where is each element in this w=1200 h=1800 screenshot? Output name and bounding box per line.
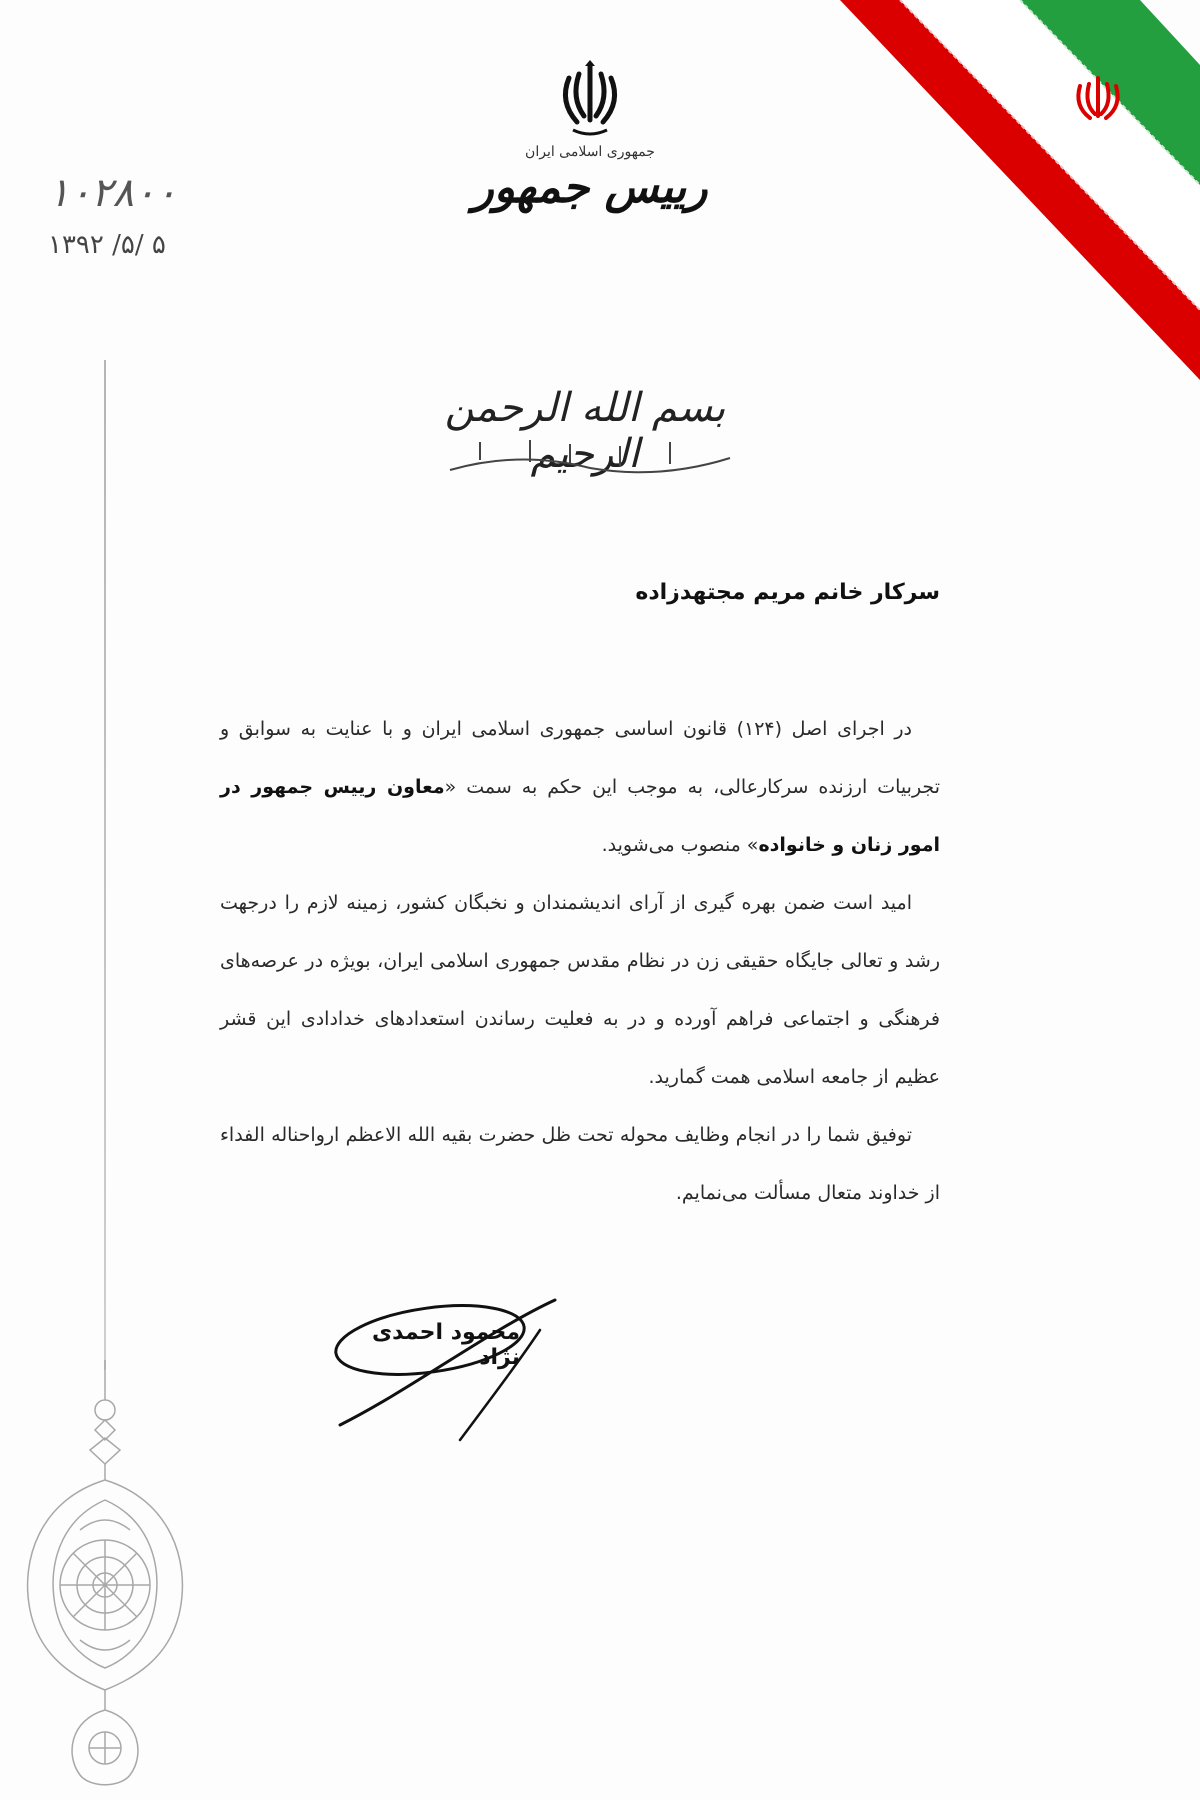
- basmala-flourish-icon: [440, 440, 740, 480]
- letterhead: [470, 60, 710, 213]
- signature-scribble: [320, 1290, 580, 1450]
- office-title: رییس جمهور: [472, 162, 708, 213]
- letter-body: [220, 700, 940, 1222]
- signature-name: محمود احمدی نژاد: [372, 1320, 520, 1370]
- body-p1-part1: در اجرای اصل (۱۲۴) قانون اساسی جمهوری اسلامی ایران و با عنایت به سوابق و تجربیات ارزنده سرکارعالی، به موجب این حکم به سمت «: [220, 718, 940, 798]
- republic-line: جمهوری اسلامی ایران: [525, 144, 655, 160]
- flag-ribbon: [840, 0, 1200, 380]
- body-p1-part2: » منصوب می‌شوید.: [601, 834, 759, 856]
- body-p1-position: معاون رییس جمهور در امور زنان و خانواده: [220, 776, 940, 856]
- reference-date: ۱۳۹۲ /۵/ ۵: [48, 230, 166, 260]
- recipient: سرکار خانم مریم مجتهدزاده: [635, 580, 940, 605]
- reference-number: ۱۰۲۸۰۰: [48, 170, 177, 216]
- iran-emblem-icon: [555, 60, 625, 140]
- basmala: بسم الله الرحمن الرحیم: [444, 385, 726, 477]
- reference-block: [48, 170, 248, 260]
- body-paragraph-3: توفیق شما را در انجام وظایف محوله تحت ظل حضرت بقیه الله الاعظم ارواحنا‌له الفداء از خداوند متعال مسألت می‌نمایم.: [220, 1124, 940, 1204]
- body-paragraph-1: [220, 700, 940, 874]
- ornament-icon: [10, 1360, 200, 1800]
- body-paragraph-2: امید است ضمن بهره گیری از آرای اندیشمندان و نخبگان کشور، زمینه لازم را درجهت رشد و تعالی جایگاه حقیقی زن در نظام مقدس جمهوری اسلامی ایران، بویژه در عرصه‌های فرهنگی و اجتماعی فراهم آورده و در به فعلیت رساندن استعدادهای خدادادی این قشر عظیم از جامعه اسلامی همت گمارید.: [220, 892, 940, 1088]
- vertical-rule: [104, 360, 106, 1370]
